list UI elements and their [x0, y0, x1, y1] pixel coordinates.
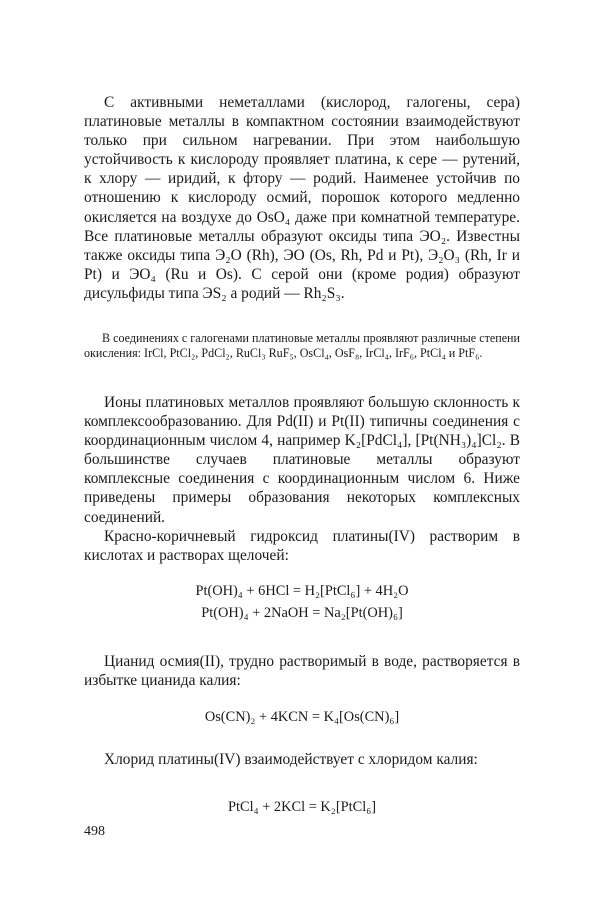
paragraph-complexes: Ионы платиновых металлов проявляют большую склонность к комплексообразованию. Для Pd(II) и Pt(II) типичны соединения с координационным числом 4, например K₂[PdCl₄], [Pt(NH₃)₄]Cl₂. В большинстве случаев платиновые металлы образуют комплексные соединения с координационным числом 6. Ниже приведены примеры образования некоторых комплексных соединений.: [84, 394, 520, 526]
paragraph-chloride: Хлорид платины(IV) взаимодействует с хлоридом калия:: [104, 751, 478, 768]
paragraph-oxidation: С активными неметаллами (кислород, галогены, сера) платиновые металлы в компактном состоянии взаимодействуют только при сильном нагревании. При этом наибольшую устойчивость к кислороду проявляет платина, к сере — рутений, к хлору — иридий, к фтору — родий. Наименее устойчив по отношению к кислороду осмий, порошок которого медленно окисляется на воздухе до OsO₄ даже при комнатной температуре. Все платиновые металлы образуют оксиды типа ЭO₂. Известны также оксиды типа Э₂O (Rh), ЭO (Os, Rh, Pd и Pt), Э₂O₃ (Rh, Ir и Pt) и ЭO₄ (Ru и Os). С серой они (кроме родия) образуют дисульфиды типа ЭS₂ а родий — Rh₂S₃.: [84, 94, 520, 302]
page-number: 498: [84, 824, 105, 839]
paragraph-cyanide: Цианид осмия(II), трудно растворимый в воде, растворяется в избытке цианида калия:: [84, 653, 520, 690]
equation-kcl: PtCl₄ + 2KCl = K₂[PtCl₆]: [227, 799, 377, 815]
paragraph-hydroxide: Красно-коричневый гидроксид платины(IV) растворим в кислотах и растворах щелочей:: [84, 528, 520, 565]
equation-hcl: Pt(OH)₄ + 6HCl = H₂[PtCl₆] + 4H₂O: [195, 583, 409, 599]
paragraph-halides: В соединениях с галогенами платиновые металлы проявляют различные степени окисления: IrCl, PtCl₂, PdCl₂, RuCl₃ RuF₅, OsCl₄, OsF₈, IrCl₄, IrF₆, PtCl₄ и PtF₆.: [84, 331, 520, 360]
equation-kcn: Os(CN)₂ + 4KCN = K₄[Os(CN)₆]: [204, 709, 400, 725]
equation-naoh: Pt(OH)₄ + 2NaOH = Na₂[Pt(OH)₆]: [201, 605, 403, 621]
